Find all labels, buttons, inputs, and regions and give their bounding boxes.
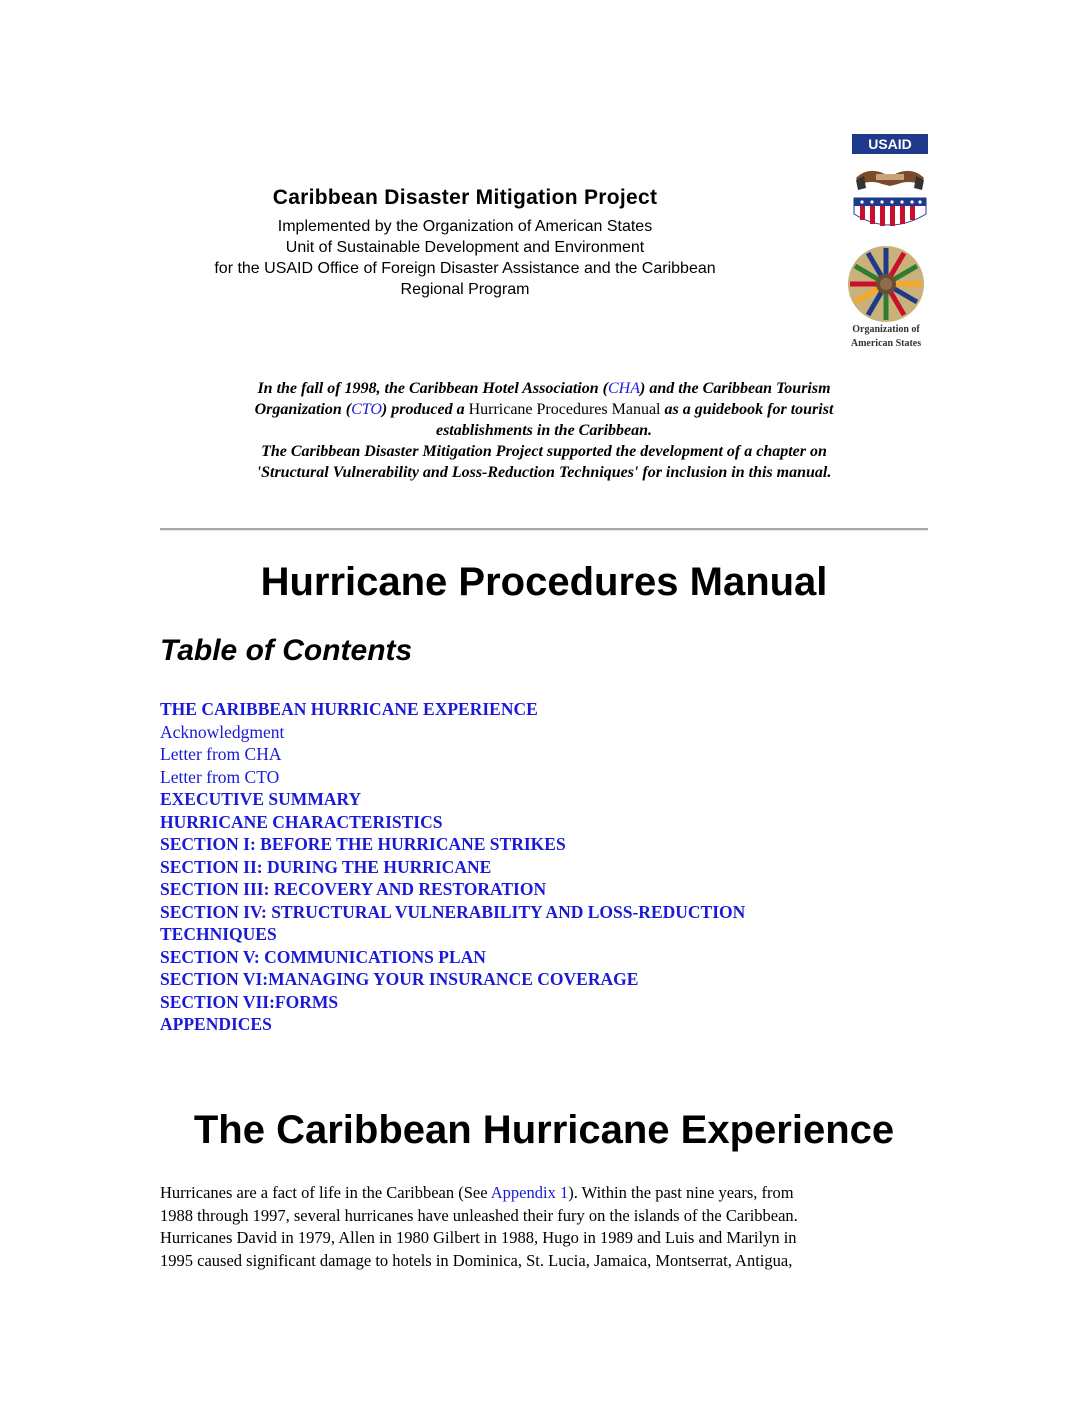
subtitle-line: for the USAID Office of Foreign Disaster Assistance and the Caribbean xyxy=(214,260,716,277)
oas-caption-line: Organization of xyxy=(852,324,920,335)
toc-link-caribbean-hurricane-experience[interactable]: THE CARIBBEAN HURRICANE EXPERIENCE xyxy=(160,699,538,719)
manual-name: Hurricane Procedures Manual xyxy=(468,401,661,418)
project-title: Caribbean Disaster Mitigation Project xyxy=(272,186,658,209)
toc-link-acknowledgment[interactable]: Acknowledgment xyxy=(160,721,285,742)
toc-link-section-1[interactable]: SECTION I: BEFORE THE HURRICANE STRIKES xyxy=(160,834,566,854)
table-of-contents xyxy=(160,698,920,1036)
body-line: 1995 caused significant damage to hotels in Dominica, St. Lucia, Jamaica, Montserrat, Antigua, xyxy=(160,1250,793,1270)
toc-link-executive-summary[interactable]: EXECUTIVE SUMMARY xyxy=(160,789,362,809)
intro-text: as a guidebook for tourist xyxy=(660,401,834,418)
toc-heading: Table of Contents xyxy=(160,634,413,667)
cto-link[interactable]: CTO xyxy=(351,401,382,418)
intro-text: Organization ( xyxy=(254,401,352,418)
usaid-logo xyxy=(850,132,930,236)
intro-line: establishments in the Caribbean. xyxy=(435,422,653,439)
toc-link-section-4-cont[interactable]: TECHNIQUES xyxy=(160,924,277,944)
oas-caption-line: American States xyxy=(850,338,922,349)
toc-link-hurricane-characteristics[interactable]: HURRICANE CHARACTERISTICS xyxy=(160,811,443,832)
toc-link-section-5[interactable]: SECTION V: COMMUNICATIONS PLAN xyxy=(160,946,486,967)
appendix-1-link[interactable]: Appendix 1 xyxy=(490,1183,569,1202)
body-text: Hurricanes are a fact of life in the Caribbean (See xyxy=(160,1183,491,1202)
experience-title: The Caribbean Hurricane Experience xyxy=(193,1108,895,1152)
body-line: Hurricanes David in 1979, Allen in 1980 Gilbert in 1988, Hugo in 1989 and Luis and Marilyn in xyxy=(160,1228,797,1247)
toc-link-section-7[interactable]: SECTION VII:FORMS xyxy=(160,991,339,1012)
body-paragraph xyxy=(160,1182,928,1272)
subtitle-line: Implemented by the Organization of American States xyxy=(277,218,653,235)
toc-link-section-4[interactable]: SECTION IV: STRUCTURAL VULNERABILITY AND LOSS-REDUCTION xyxy=(160,901,746,922)
intro-paragraph xyxy=(160,378,928,483)
horizontal-rule xyxy=(160,528,928,531)
toc-link-section-2[interactable]: SECTION II: DURING THE HURRICANE xyxy=(160,856,492,877)
intro-line: The Caribbean Disaster Mitigation Project supported the development of a chapter on xyxy=(261,443,827,460)
oas-logo xyxy=(836,240,936,352)
intro-line: 'Structural Vulnerability and Loss-Reduction Techniques' for inclusion in this manual. xyxy=(256,464,832,481)
toc-link-letter-from-cto[interactable]: Letter from CTO xyxy=(160,766,280,787)
intro-text: In the fall of 1998, the Caribbean Hotel Association ( xyxy=(257,380,608,397)
intro-line xyxy=(160,378,928,399)
manual-title: Hurricane Procedures Manual xyxy=(260,560,828,604)
body-line: 1988 through 1997, several hurricanes have unleashed their fury on the islands of the Caribbean. xyxy=(160,1205,798,1225)
intro-text: ) and the Caribbean Tourism xyxy=(639,380,831,397)
toc-link-letter-from-cha[interactable]: Letter from CHA xyxy=(160,744,282,764)
intro-line xyxy=(160,399,928,420)
body-text: ). Within the past nine years, from xyxy=(568,1183,794,1202)
cha-link[interactable]: CHA xyxy=(607,380,640,397)
body-line xyxy=(160,1182,928,1205)
intro-text: ) produced a xyxy=(381,401,469,418)
subtitle-line: Regional Program xyxy=(400,281,530,298)
toc-link-section-3[interactable]: SECTION III: RECOVERY AND RESTORATION xyxy=(160,879,547,899)
toc-link-section-6[interactable]: SECTION VI:MANAGING YOUR INSURANCE COVERAGE xyxy=(160,969,639,989)
usaid-logo-text: USAID xyxy=(868,136,912,152)
project-subtitle xyxy=(160,216,770,300)
subtitle-line: Unit of Sustainable Development and Environment xyxy=(285,239,645,256)
toc-link-appendices[interactable]: APPENDICES xyxy=(160,1014,272,1034)
